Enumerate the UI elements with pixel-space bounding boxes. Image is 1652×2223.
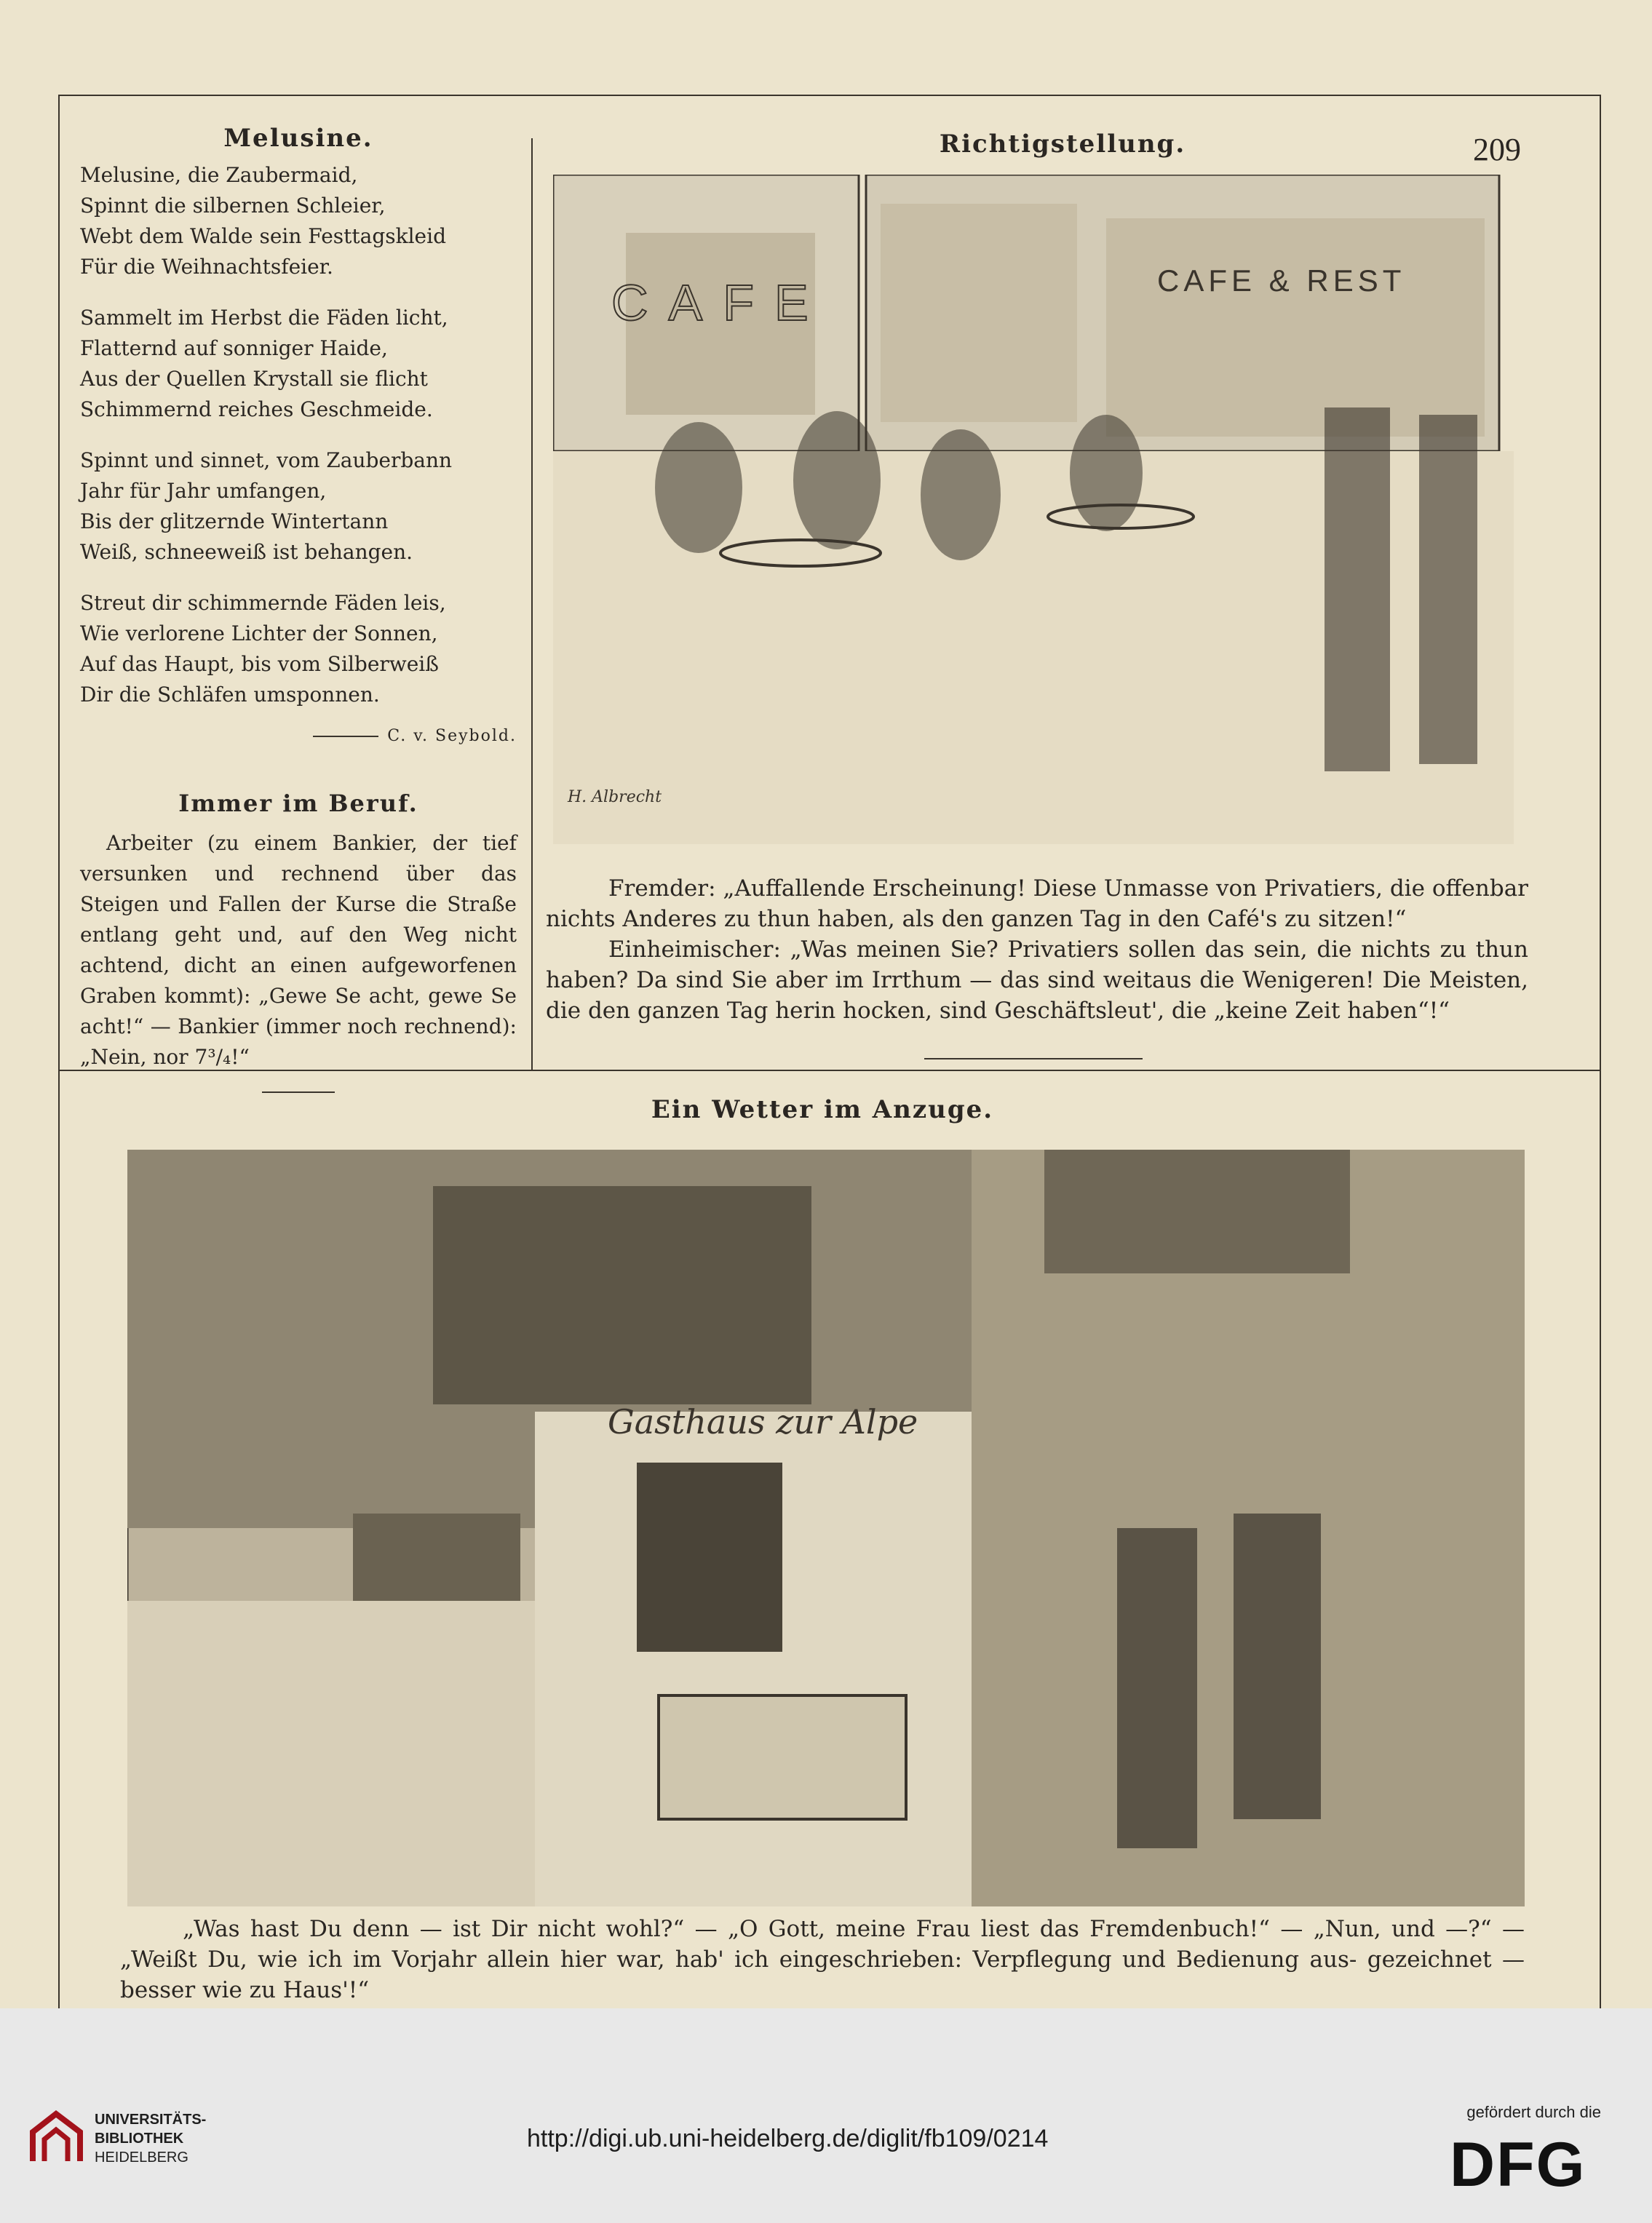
sponsor-text: gefördert durch die [1466,2103,1601,2121]
caption-paragraph: Fremder: „Auffallende Erscheinung! Diese Unmasse von Privatiers, die offenbar nichts Anderes zu thun haben, als den ganzen Tag in den Café's zu sitzen!“ [546,875,1528,932]
cafe-sign-right: CAFE & REST [1157,263,1406,298]
lower-title: Ein Wetter im Anzuge. [651,1095,994,1124]
town-houses [881,204,1077,422]
digitization-footer [0,2008,1652,2223]
inn-sign: Gasthaus zur Alpe [608,1402,918,1441]
poem-line: Spinnt und sinnet, vom Zauberbann [80,448,453,472]
bench [659,1695,906,1819]
cafe-sign-left: CAFE [611,274,829,331]
seated-gentleman [793,411,881,549]
man-with-hat [1117,1528,1197,1848]
artist-signature: H. Albrecht [568,788,662,806]
poem-title: Melusine. [223,124,373,153]
inn-caption [120,1914,1525,2005]
caption-paragraph: Einheimischer: „Was meinen Sie? Privatiers sollen das sein, die nichts zu thun haben? Da sind Sie aber im Irrthum — das sind weitaus die Wenigeren! Die Meisten, die den ganzen Tag herin hocken, sind Geschäftsleut', die „keine Zeit haben“!“ [546,936,1528,1024]
poem-line: Aus der Quellen Krystall sie flicht [80,367,428,391]
cafe-restaurant-building [1106,218,1485,437]
poem-line: Auf das Haupt, bis vom Silberweiß [80,652,439,676]
university-library-logo-icon [25,2107,87,2168]
seated-gentleman [921,429,1001,560]
inn-illustration [127,1150,1525,1906]
cafe-caption [546,873,1528,1026]
newspaper-reader [655,422,742,553]
poem-line: Spinnt die silbernen Schleier, [80,194,386,218]
poem-stanzas [80,160,517,710]
poem-line: Dir die Schläfen umsponnen. [80,683,380,707]
poem-stanza [80,588,517,710]
anecdote-text: Arbeiter (zu einem Bankier, der tief versunken und rechnend über das Steigen und Fallen der Kurse die Straße entlang geht und, auf den Weg nicht achtend, dicht an einen aufgeworfenen Graben kommt): „Gewe Se acht, gewe Se acht!“ — Bankier (immer noch rechnend): „Nein, nor 7³/₄!“ [80,831,517,1069]
poem-author: C. v. Seybold. [80,722,517,751]
worried-man [1234,1514,1321,1819]
library-name [95,2110,206,2167]
poem-line: Wie verlorene Lichter der Sonnen, [80,621,438,645]
wooden-balcony [433,1186,811,1404]
anecdote-end-rule [262,1091,335,1093]
library-name-line: HEIDELBERG [95,2150,188,2166]
caption-end-rule [924,1058,1143,1059]
poem-line: Bis der glitzernde Wintertann [80,509,389,533]
left-column [80,124,517,1093]
poem-line: Flatternd auf sonniger Haide, [80,336,388,360]
shuttered-window [637,1463,782,1652]
logo-inner-shape [44,2130,68,2161]
upper-window [1044,1150,1350,1273]
standing-local [1419,415,1477,764]
page-number: 209 [1473,132,1521,167]
cafe-illustration [553,175,1514,844]
poem-line: Jahr für Jahr umfangen, [80,479,327,503]
anecdote-title: Immer im Beruf. [178,790,418,817]
logo-roof-shape [33,2114,80,2161]
poem-line: Melusine, die Zaubermaid, [80,163,358,187]
poem-line: Sammelt im Herbst die Fäden licht, [80,306,448,330]
article-title: Richtigstellung. [939,130,1186,159]
permalink-url[interactable]: http://digi.ub.uni-heidelberg.de/diglit/fb109/0214 [527,2125,1049,2152]
seated-gentleman [1070,415,1143,531]
standing-stranger [1325,407,1390,771]
poem-line: Für die Weihnachtsfeier. [80,255,333,279]
snowy-ground [127,1601,535,1906]
poem-line: Streut dir schimmernde Fäden leis, [80,591,446,615]
caption-paragraph: „Was hast Du denn — ist Dir nicht wohl?“ — „O Gott, meine Frau liest das Fremdenbuch!“ — „Nun, und —?“ — „Weißt Du, wie ich im Vorjahr allein hier war, hab' ich eingeschrieben: Verpflegung und Bedienung aus- gezeichnet — besser wie zu Haus'!“ [120,1916,1525,2003]
dfg-logo: DFG [1450,2130,1587,2200]
poem-stanza [80,445,517,568]
poem-line: Webt dem Walde sein Festtagskleid [80,224,447,248]
poem-stanza [80,303,517,425]
poem-line: Weiß, schneeweiß ist behangen. [80,540,413,564]
poem-stanza [80,160,517,282]
poem-line: Schimmernd reiches Geschmeide. [80,397,433,421]
library-name-line: UNIVERSITÄTS- [95,2112,207,2128]
library-name-line: BIBLIOTHEK [95,2131,184,2147]
column-divider [531,138,533,1070]
